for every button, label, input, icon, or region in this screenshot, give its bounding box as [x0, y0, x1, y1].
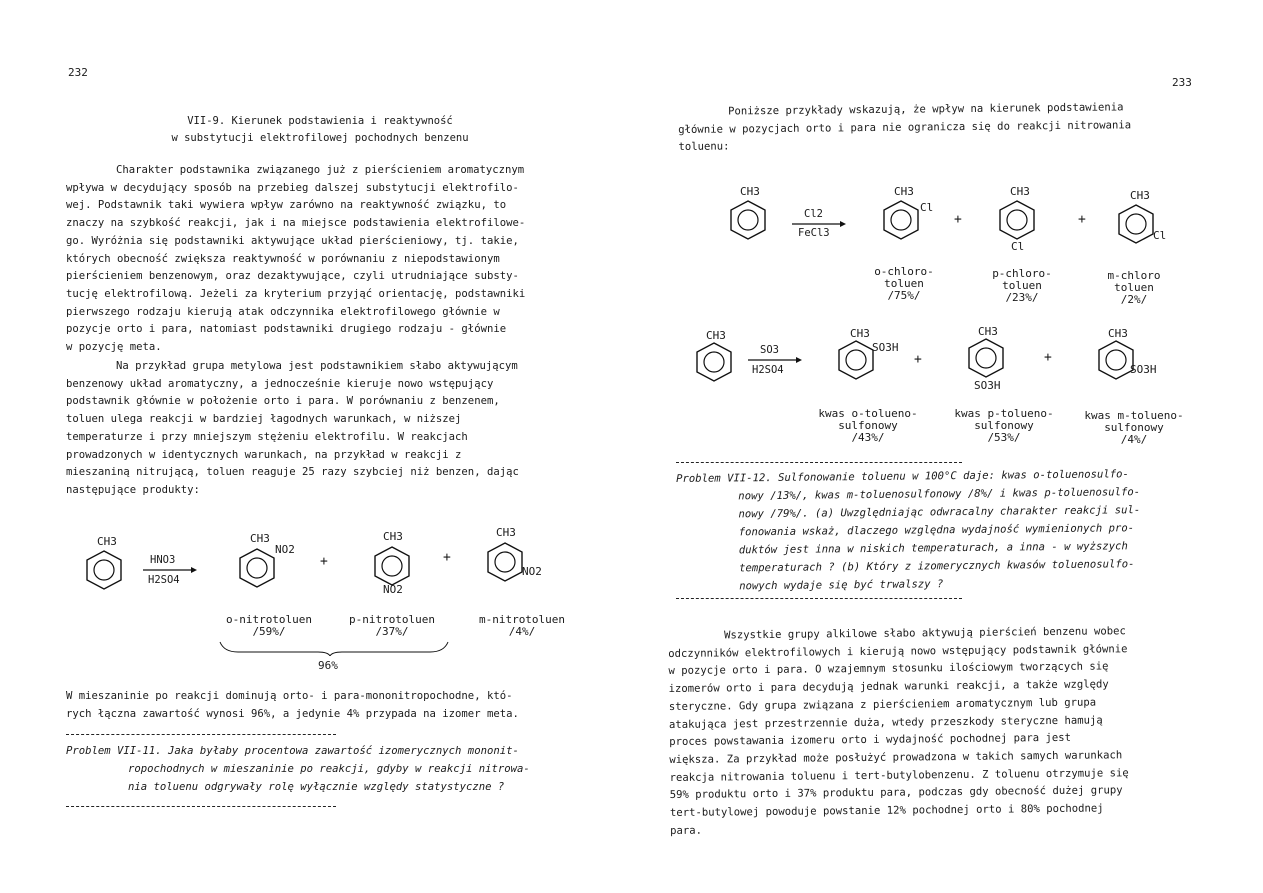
product-name: o-chloro-: [874, 266, 934, 278]
product-name: kwas p-tolueno-: [954, 408, 1054, 420]
separator-line: [676, 462, 962, 463]
para-so3h-label: SO3H: [974, 379, 1001, 392]
product-label-para: [948, 408, 1060, 444]
paragraph-alkyl-groups: [668, 623, 1190, 841]
product-label-meta: [1078, 410, 1190, 446]
problem-vii-11: [66, 742, 570, 796]
plus-sign: +: [1044, 350, 1052, 365]
section-title-line-1: VII-9. Kierunek podstawienia i reaktywność: [187, 115, 453, 127]
ortho-toluenesulfonic-ring-icon: [836, 338, 876, 382]
ortho-chlorotoluene-ring-icon: [881, 198, 921, 242]
product-yield: /43%/: [851, 432, 885, 444]
text-line: w pozycję meta.: [66, 341, 162, 354]
ortho-no2-label: NO2: [275, 543, 295, 556]
paragraph-3: [66, 688, 570, 723]
ortho-nitrotoluene-ring-icon: [237, 546, 277, 590]
reagent-top: Cl2: [804, 208, 823, 220]
product-yield: /37%/: [375, 626, 409, 638]
para-chlorotoluene-ring-icon: [997, 198, 1037, 242]
text-line: temperaturze i przy mniejszym stężeniu elektrofilu. W reakcjach: [66, 430, 468, 443]
product-label-ortho: [864, 266, 944, 302]
text-line: podstawnik głównie w położenie orto i para. W porównaniu z benzenem,: [66, 395, 500, 408]
product-name: p-chloro-: [992, 268, 1052, 280]
text-line: pierwszego rodzaju kierują atak odczynnika elektrofilowego głównie w: [66, 305, 500, 318]
text-line: benzenowy układ aromatyczny, a jednocześnie kieruje nowo wstępujący: [66, 377, 494, 390]
text-line: tucję elektrofilową. Jeżeli za kryterium przyjąć orientację, podstawniki: [66, 287, 526, 300]
toluene-ch3-label: CH3: [706, 329, 726, 342]
page-number-left: 232: [68, 66, 88, 79]
problem-line: nowych wydaje się być trwalszy ?: [739, 578, 944, 593]
text-line: Na przykład grupa metylowa jest podstawnikiem słabo aktywującym: [116, 360, 518, 372]
paragraph-2: [66, 358, 570, 500]
toluene-ch3-label: CH3: [97, 535, 117, 548]
ortho-so3h-label: SO3H: [872, 341, 899, 354]
para-cl-label: Cl: [1011, 240, 1025, 253]
text-line: Charakter podstawnika związanego już z pierścieniem aromatycznym: [116, 164, 525, 176]
para-no2-label: NO2: [383, 583, 403, 596]
plus-sign: +: [1078, 212, 1086, 227]
text-line: wej. Podstawnik taki wywiera wpływ zarówno na reaktywność związku, to: [66, 199, 507, 212]
left-page: [0, 0, 631, 893]
text-line: toluenu:: [678, 140, 730, 154]
problem-line: ropochodnych w mieszaninie po reakcji, gdyby w reakcji nitrowa-: [128, 763, 530, 775]
separator-line: [66, 734, 336, 735]
problem-line: fonowania wskaż, dlaczego względna wydajność wymienionych pro-: [738, 522, 1135, 539]
problem-vii-12: [676, 465, 1189, 596]
para-ch3-label: CH3: [383, 530, 403, 543]
ortho-ch3-label: CH3: [850, 327, 870, 340]
toluene-ring-icon: [694, 340, 734, 384]
text-line: głównie w pozycjach orto i para nie ogranicza się do reakcji nitrowania: [678, 118, 1132, 136]
text-line: Wszystkie grupy alkilowe słabo aktywują pierścień benzenu wobec: [724, 625, 1126, 642]
text-line: mieszaniną nitrującą, toluen reaguje 25 razy szybciej niż benzen, dając: [66, 466, 519, 479]
reaction-arrow-icon: [748, 356, 802, 364]
product-name: sulfonowy: [974, 420, 1034, 432]
plus-sign: +: [443, 550, 451, 565]
reagent-top: SO3: [760, 344, 779, 356]
text-line: prowadzonych w identycznych warunkach, na przykład w reakcji z: [66, 448, 462, 461]
meta-chlorotoluene-ring-icon: [1116, 202, 1156, 246]
text-line: atakująca jest przestrzennie duża, wtedy przeszkody steryczne hamują: [668, 713, 1103, 731]
right-page: [632, 0, 1263, 893]
text-line: pozycje orto i para, natomiast podstawniki drugiego rodzaju - głównie: [66, 323, 507, 336]
reagent-bottom: H2SO4: [148, 574, 180, 586]
product-label-ortho: [812, 408, 924, 444]
text-line: większa. Za przykład może posłużyć prowadzona w takich samych warunkach: [669, 749, 1123, 766]
product-label-para: [346, 614, 438, 638]
reaction-arrow-icon: [143, 566, 197, 574]
problem-line: nia toluenu odgrywały rolę wyłącznie względy statystyczne ?: [128, 781, 505, 793]
product-name: o-nitrotoluen: [225, 614, 313, 626]
problem-line: duktów jest inna w niskich temperaturach, a inna - w wyższych: [738, 540, 1128, 557]
plus-sign: +: [320, 554, 328, 569]
meta-so3h-label: SO3H: [1130, 363, 1157, 376]
product-label-ortho: [223, 614, 315, 638]
product-yield: /4%/: [1120, 434, 1148, 446]
text-line: wpływa w decydujący sposób na przebieg dalszej substytucji elektrofilo-: [66, 181, 519, 194]
text-line: rych łączna zawartość wynosi 96%, a jedynie 4% przypada na izomer meta.: [66, 707, 519, 720]
intro-paragraph: [678, 99, 1189, 157]
plus-sign: +: [914, 352, 922, 367]
ortho-ch3-label: CH3: [894, 185, 914, 198]
product-yield: /53%/: [987, 432, 1021, 444]
text-line: reakcja nitrowania toluenu i tert-butylobenzenu. Z toluenu otrzymuje się: [669, 766, 1129, 784]
product-yield: /2%/: [1120, 294, 1148, 306]
toluene-ch3-label: CH3: [740, 185, 760, 198]
text-line: para.: [670, 824, 703, 837]
product-label-para: [982, 268, 1062, 304]
separator-line: [66, 806, 336, 807]
problem-line: temperaturach ? (b) Który z izomerycznych kwasów toluenosulfo-: [738, 558, 1135, 575]
product-name: toluen: [884, 278, 924, 290]
text-line: toluen ulega reakcji w bardziej łagodnych warunkach, w niższej: [66, 413, 462, 426]
product-name: toluen: [1114, 282, 1154, 294]
ortho-cl-label: Cl: [920, 201, 934, 214]
para-nitrotoluene-ring-icon: [372, 544, 412, 588]
product-name: p-nitrotoluen: [348, 614, 436, 626]
product-yield: /75%/: [887, 290, 921, 302]
product-name: m-nitrotoluen: [478, 614, 566, 626]
product-name: toluen: [1002, 280, 1042, 292]
meta-cl-label: Cl: [1153, 229, 1167, 242]
product-name: sulfonowy: [1104, 422, 1164, 434]
text-line: W mieszaninie po reakcji dominują orto- i para-mononitropochodne, któ-: [66, 690, 513, 702]
toluene-ring-icon: [728, 198, 768, 242]
product-name: kwas m-tolueno-: [1084, 410, 1184, 422]
paragraph-1: [66, 162, 570, 357]
para-ch3-label: CH3: [1010, 185, 1030, 198]
product-label-meta: [1094, 270, 1174, 306]
product-name: m-chloro: [1107, 270, 1161, 282]
product-yield: /4%/: [508, 626, 536, 638]
product-yield: /59%/: [252, 626, 286, 638]
text-line: następujące produkty:: [66, 483, 200, 496]
text-line: tert-butylowej powoduje powstanie 12% pochodnej orto i 80% pochodnej: [669, 802, 1104, 820]
separator-line: [676, 598, 962, 599]
para-ch3-label: CH3: [978, 325, 998, 338]
text-line: steryczne. Gdy grupa związana z pierścieniem aromatycznym lub grupa: [668, 696, 1097, 713]
section-title-line-2: w substytucji elektrofilowej pochodnych benzenu: [171, 132, 469, 144]
meta-no2-label: NO2: [522, 565, 542, 578]
meta-ch3-label: CH3: [496, 526, 516, 539]
text-line: pierścieniem benzenowym, oraz dezaktywujące, czyli utrudniające substy-: [66, 270, 519, 283]
para-toluenesulfonic-ring-icon: [966, 336, 1006, 380]
product-label-meta: [474, 614, 570, 638]
text-line: go. Wyróżnia się podstawniki aktywujące układ pierścieniowy, tj. takie,: [66, 234, 519, 247]
meta-nitrotoluene-ring-icon: [485, 540, 525, 584]
problem-line: Problem VII-12. Sulfonowanie toluenu w 100°C daje: kwas o-toluenosulfo-: [676, 468, 1129, 485]
text-line: 59% produktu orto i 37% produktu para, podczas gdy obecność dużej grupy: [669, 784, 1123, 802]
problem-line: nowy /13%/, kwas m-toluenosulfonowy /8%/ i kwas p-toluenosulfo-: [738, 486, 1141, 503]
section-title: [110, 113, 530, 147]
text-line: izomerów orto i para decydują jednak warunki reakcji, a także względy: [668, 678, 1109, 696]
text-line: w pozycje orto i para. O wzajemnym stosunku ilościowym tworzących się: [668, 660, 1109, 678]
plus-sign: +: [954, 212, 962, 227]
page-number-right: 233: [1172, 76, 1192, 89]
problem-line: Problem VII-11. Jaka byłaby procentowa zawartość izomerycznych mononit-: [66, 745, 519, 757]
meta-ch3-label: CH3: [1108, 327, 1128, 340]
product-yield: /23%/: [1005, 292, 1039, 304]
text-line: odczynników elektrofilowych i kierują nowo wstępujący podstawnik głównie: [668, 642, 1128, 660]
toluene-ring-icon: [84, 548, 124, 592]
ortho-ch3-label: CH3: [250, 532, 270, 545]
sum-label: 96%: [318, 659, 338, 672]
sum-bracket-icon: [218, 640, 450, 656]
text-line: proces powstawania izomeru orto i wydajność pochodnej para jest: [669, 732, 1072, 749]
reagent-top: HNO3: [150, 554, 176, 566]
reagent-bottom: FeCl3: [798, 227, 830, 239]
reagent-bottom: H2SO4: [752, 364, 784, 376]
text-line: znaczy na szybkość reakcji, jak i na miejsce podstawienia elektrofilowe-: [66, 217, 526, 230]
product-name: kwas o-tolueno-: [818, 408, 918, 420]
product-name: sulfonowy: [838, 420, 898, 432]
meta-ch3-label: CH3: [1130, 189, 1150, 202]
text-line: Poniższe przykłady wskazują, że wpływ na kierunek podstawienia: [728, 101, 1124, 118]
text-line: których obecność zwiększa reaktywność w porównaniu z niepodstawionym: [66, 252, 500, 265]
problem-line: nowy /79%/. (a) Uwzględniając odwracalny charakter reakcji sul-: [738, 504, 1141, 521]
